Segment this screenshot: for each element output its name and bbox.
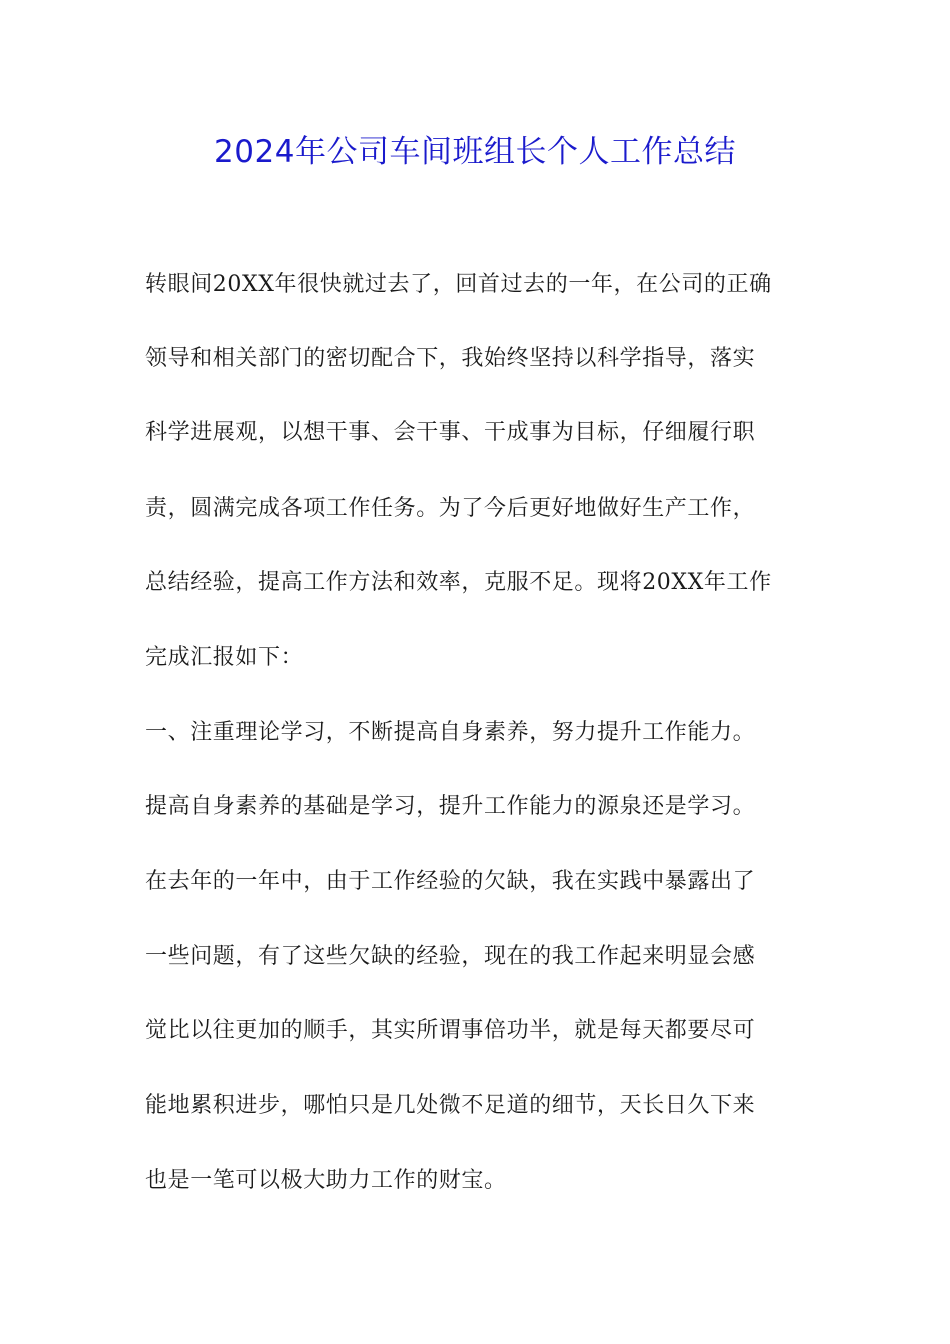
section-heading-1: 一、注重理论学习，不断提高自身素养，努力提升工作能力。 [145,720,756,745]
body-line-8: 提高自身素养的基础是学习，提升工作能力的源泉还是学习。 [145,794,756,819]
body-line-10: 一些问题，有了这些欠缺的经验，现在的我工作起来明显会感 [145,944,756,969]
body-line-13: 也是一笔可以极大助力工作的财宝。 [145,1168,507,1193]
body-line-12: 能地累积进步，哪怕只是几处微不足道的细节，天长日久下来 [145,1093,756,1118]
body-line-1: 转眼间20XX年很快就过去了，回首过去的一年，在公司的正确 [145,272,772,297]
document-title: 2024年公司车间班组长个人工作总结 [214,134,736,170]
body-line-4: 责，圆满完成各项工作任务。为了今后更好地做好生产工作， [145,496,756,521]
body-line-5: 总结经验，提高工作方法和效率，克服不足。现将20XX年工作 [145,570,772,595]
body-line-6: 完成汇报如下： [145,645,304,670]
body-line-2: 领导和相关部门的密切配合下，我始终坚持以科学指导，落实 [145,346,756,371]
body-line-9: 在去年的一年中，由于工作经验的欠缺，我在实践中暴露出了 [145,869,756,894]
body-line-3: 科学进展观，以想干事、会干事、干成事为目标，仔细履行职 [145,420,756,445]
body-line-11: 觉比以往更加的顺手，其实所谓事倍功半，就是每天都要尽可 [145,1018,756,1043]
